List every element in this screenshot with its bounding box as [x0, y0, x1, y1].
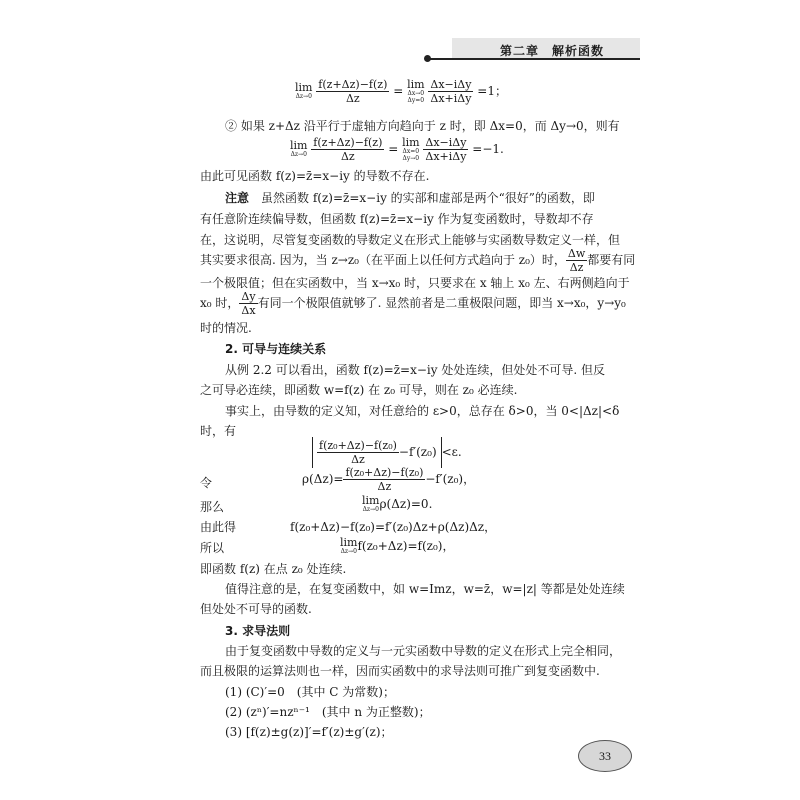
rule-2: (2) (zⁿ)′=nzⁿ⁻¹ (其中 n 为正整数)； — [225, 705, 431, 719]
equation-vertical-limit: lim Δz→0 $\frac{f(z+\Delta z)-f(z)}{\Delta z}$ = lim Δx=0 Δy→0 $\frac{\text{Δx−iΔy}}{\text{Δx+iΔy}}$ =−1. — [290, 135, 504, 163]
section-2-title: 2. 可导与连续关系 — [225, 342, 327, 356]
item-2-text: ② 如果 z+Δz 沿平行于虚轴方向趋向于 z 时，即 Δx=0，而 Δy→0，则有 — [225, 119, 620, 133]
header-dot — [424, 55, 431, 62]
note-line-6: x₀ 时， $\frac{\Delta y}{\Delta x}$ 有同一个极限值就够了. 显然前者是二重极限问题，即当 x→x₀，y→y₀ — [200, 290, 626, 317]
chapter-title: 第二章 解析函数 — [500, 44, 605, 58]
note-line-3: 在，这说明，尽管复变函数的导数定义在形式上能够与实函数导数定义一样，但 — [200, 233, 621, 247]
rho-limit: lim Δz→0 ρ(Δz)=0. — [362, 494, 433, 513]
note-line-4: 其实要求很高. 因为，当 z→z₀（在平面上以任何方式趋向于 z₀）时， $\frac{\Delta w}{\Delta z}$ 都要有同 — [200, 247, 636, 274]
sec2-p4: 时，有 — [200, 424, 237, 438]
note-line-5: 一个极限值；但在实函数中，当 x→x₀ 时，只要求在 x 轴上 x₀ 左、右两侧趋向于 — [200, 276, 630, 290]
equation-horizontal-limit: lim Δz→0 $\frac{f(z+\Delta z)-f(z)}{\Delta z}$ = lim Δx→0 Δy=0 $\frac{\text{Δx−iΔy}}{\text{Δx+iΔy}}$ =1； — [295, 77, 507, 105]
note-line-7: 时的情况. — [200, 321, 252, 335]
suoyi-label: 所以 — [200, 541, 225, 555]
sec2-p3: 事实上，由导数的定义知，对任意给的 ε>0，总存在 δ>0，当 0<|Δz|<δ — [225, 404, 620, 418]
rule-3: (3) [f(z)±g(z)]′=f′(z)±g′(z)； — [225, 725, 393, 739]
page-number: 33 — [578, 740, 632, 772]
header-rule — [430, 58, 640, 60]
name-label: 那么 — [200, 500, 225, 514]
rule-1: (1) (C)′=0 (其中 C 为常数)； — [225, 685, 395, 699]
youcide-label: 由此得 — [200, 520, 237, 534]
note-line-2: 有任意阶连续偏导数，但函数 f(z)=z̄=x−iy 作为复变函数时，导数却不存 — [200, 212, 594, 226]
conclusion-line: 由此可见函数 f(z)=z̄=x−iy 的导数不存在. — [200, 169, 430, 183]
note-line-1: 注意 虽然函数 f(z)=z̄=x−iy 的实部和虚部是两个“很好”的函数，即 — [225, 191, 595, 205]
rho-definition: ρ(Δz)= $\frac{\text{f(z₀+Δz)−f(z₀)}}{\Delta z}$ −f′(z₀)， — [302, 466, 476, 493]
section-3-title: 3. 求导法则 — [225, 624, 291, 638]
sec2-p2: 之可导必连续，即函数 w=f(z) 在 z₀ 可导，则在 z₀ 必连续. — [200, 383, 518, 397]
sec2-p1: 从例 2.2 可以看出，函数 f(z)=z̄=x−iy 处处连续，但处处不可导. 但反 — [225, 363, 605, 377]
ling-label: 令 — [200, 476, 213, 490]
expansion-equation: f(z₀+Δz)−f(z₀)=f′(z₀)Δz+ρ(Δz)Δz， — [290, 520, 497, 534]
sec2-p6: 但处处不可导的函数. — [200, 602, 312, 616]
sec3-p2: 而且极限的运算法则也一样，因而实函数中的求导法则可推广到复变函数中. — [200, 664, 600, 678]
epsilon-inequality: $\frac{\text{f(z₀+Δz)−f(z₀)}}{\Delta z}$ −f′(z₀) <ε. — [312, 437, 462, 468]
continuity-limit: lim Δz→0 f(z₀+Δz)=f(z₀)， — [340, 536, 455, 555]
continuity-conclusion: 即函数 f(z) 在点 z₀ 处连续. — [200, 562, 347, 576]
sec2-p5: 值得注意的是，在复变函数中，如 w=Imz，w=z̄，w=|z| 等都是处处连续 — [225, 582, 625, 596]
note-label: 注意 — [225, 191, 250, 205]
sec3-p1: 由于复变函数中导数的定义与一元实函数中导数的定义在形式上完全相同， — [225, 644, 622, 658]
